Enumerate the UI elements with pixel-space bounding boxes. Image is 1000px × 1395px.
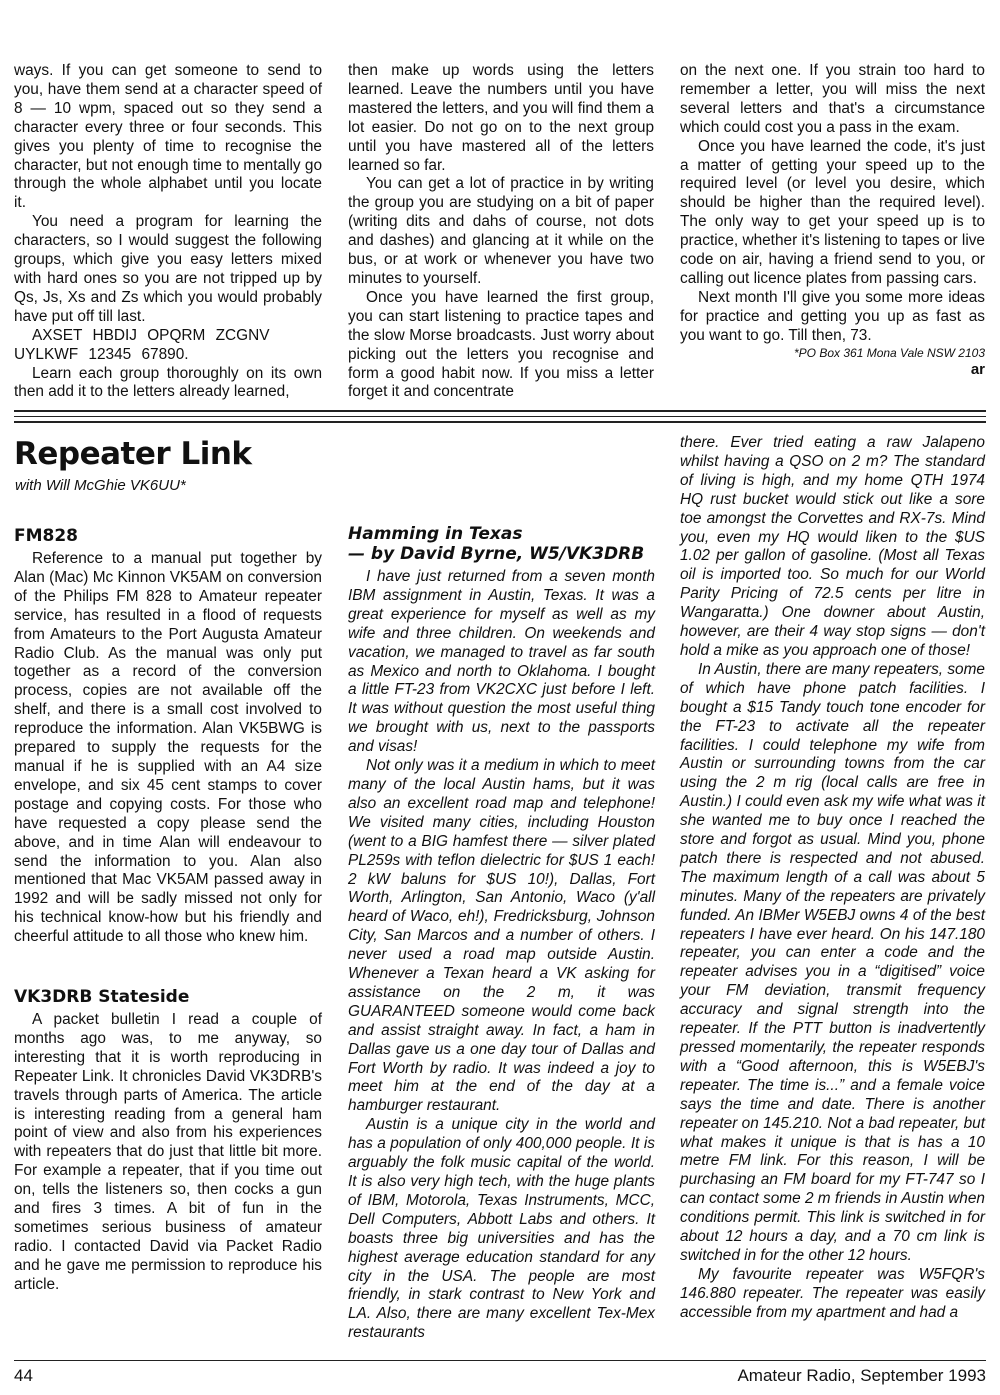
paragraph: In Austin, there are many repeaters, some of which have phone patch facilities. I bought a $15 Tandy touch tone encoder for the FT-23 to activate all the repeater facilities. I could telephone my wife from Austin or surrounding towns from the car using the 2 m rig (local calls are free in Austin.) I could even ask my wife what was it she wanted me to buy once I reached the store and forgot as usual. Mind you, phone patch there is respected and not abused. The maximum length of a call was about 5 minutes. Many of the repeaters are privately funded. An IBMer W5EBJ owns 4 of the best repeaters I have ever heard. On his 147.180 repeater, you can enter a code and the repeater advises you in a “digitised” voice your FM deviation, transmit frequency accuracy and signal strength into the repeater. If the PTT button is inadvertently pressed momentarily, the repeater responds with a “Good afternoon, this is W5EBJ's repeater. The time is...” and a female voice says the time and date. There is another repeater on 145.210. Not a bad repeater, but what makes it unique is that is has a 10 metre FM link. For this reason, I will be purchasing an FM board for my FT-747 so I can contact some 2 m friends in Austin when conditions permit. This link is switched in for about 12 hours a day, and a 70 cm link is switched in for the other 12 hours.: [680, 660, 985, 1264]
section-heading: FM828: [14, 526, 79, 546]
paragraph: Once you have learned the first group, you can start listening to practice tapes and the slow Morse broadcasts. Just worry about picking out the letters you recognise and form a good habit now. If you miss a letter forget it and concentrate: [348, 288, 654, 401]
paragraph: Once you have learned the code, it's just a matter of getting your speed up to the required level (or level you desire, which should be higher than the required level). The only way to get your speed up is to practice, whether it's listening to tapes or live code on air, having a friend send to you, or calling out licence plates from passing cars.: [680, 137, 985, 287]
paragraph: Not only was it a medium in which to meet many of the local Austin hams, but it was also an excellent road map and telephone! We visited many cities, including Houston (went to a BIG hamfest there — silver plated PL259s with teflon dielectric for $US 1 each! 2 kW baluns for $US 10!), Dallas, Fort Worth, Arlington, San Antonio, Waco (y'all heard of Waco, eh!), Fredricksburg, Johnson City, San Marcos and a number of others. I never used a road map outside Austin. Whenever a Texan heard a VK asking for assistance on the 2 m, it was GUARANTEED someone would come back and assist straight away. In fact, a ham in Dallas gave us a one day tour of Dallas and Fort Worth by radio. It was indeed a joy to meet him at the end of the day at a hamburger restaurant.: [348, 757, 655, 1115]
right-column: [680, 434, 985, 1323]
paragraph: Austin is a unique city in the world and has a population of only 400,000 people. It is arguably the folk music capital of the world. It is also very high tech, with the huge plants of IBM, Motorola, Texas Instruments, MCC, Dell Computers, Abbott Labs and others. It boasts three big universities and has the highest average education standard for any city in the USA. The people are most friendly, in stark contrast to New York and LA. Also, there are many excellent Tex-Mex restaurants: [348, 1116, 655, 1342]
footer-rule: [14, 1360, 986, 1361]
paragraph: on the next one. If you strain too hard to remember a letter, you will miss the next several letters and that's a circumstance which could cost you a pass in the exam.: [680, 62, 985, 136]
paragraph: Next month I'll give you some more ideas for practice and getting you up as fast as you want to go. Till then, 73.: [680, 288, 985, 344]
paragraph: Learn each group thoroughly on its own then add it to the letters already learned,: [14, 364, 322, 401]
divider-rule: [14, 416, 986, 417]
end-mark: ar: [970, 360, 985, 378]
paragraph: ways. If you can get someone to send to you, have them send at a character speed of 8 — 10 wpm, spaced out so they send a character every three or four seconds. This gives you plenty of time to recognise the character, but not enough time to mentally go through the whole alphabet until you locate it.: [14, 62, 323, 212]
article-heading: Hamming in Texas: [348, 524, 523, 544]
page-number: 44: [14, 1366, 33, 1385]
paragraph: Reference to a manual put together by Alan (Mac) Mc Kinnon VK5AM on conversion of the Philips FM 828 to Amateur repeater service, has resulted in a flood of requests from Amateurs to the Port Augusta Amateur Radio Club. As the manual was only put together as a record of the conversion process, copies are not available off the shelf, and there is a small cost involved to reproduce the information. Alan VK5BWG is prepared to supply the requests for the manual if he is supplied with an A4 size envelope, and six 45 cent stamps to cover postage and copying costs. For those who have requested a copy please send the above, and in time Alan will endeavour to send the information to you. Alan also mentioned that Mac VK5AM passed away in 1992 and will be sadly missed not only for his technical know-how but his friendly and cheerful attitude to all those who knew him.: [14, 550, 322, 946]
paragraph: there. Ever tried eating a raw Jalapeno whilst having a QSO on 2 m? The standard of living is high, and my home QTH 1974 HQ rust bucket would stick out like a sore toe amongst the Corvettes and RX-7s. Mind you, even my HQ would liken to the $US 1.02 per gallon of gasoline. (Most all Texas oil is imported too. So much for our World Parity Pricing of 72.5 cents per litre in Wangaratta.) One downer about Austin, however, are their 4 way stop signs — don't hold a mike as you approach one of those!: [680, 434, 985, 659]
top-column-1: [14, 62, 322, 402]
article-byline: — by David Byrne, W5/VK3DRB: [348, 544, 645, 564]
paragraph: I have just returned from a seven month IBM assignment in Austin, Texas. It was a great experience for myself as well as my wife and three children. On weekends and vacation, we managed to travel as far south as Mexico and north to Oklahoma. I bought a little FT-23 from VK2CXC just before I left. It was without question the most useful thing we brought with us, next to the passports and visas!: [348, 568, 655, 756]
column-byline: with Will McGhie VK6UU*: [15, 477, 186, 494]
column-title: Repeater Link: [14, 436, 252, 472]
section-heading: VK3DRB Stateside: [14, 987, 190, 1008]
publication-footer: Amateur Radio, September 1993: [737, 1366, 986, 1385]
paragraph: My favourite repeater was W5FQR's 146.880 repeater. The repeater was easily accessible from my apartment and had a: [680, 1265, 985, 1321]
middle-column: [348, 524, 655, 1343]
top-column-3: [680, 62, 985, 379]
author-address: *PO Box 361 Mona Vale NSW 2103: [794, 345, 985, 360]
paragraph: You can get a lot of practice in by writing the group you are studying on a bit of paper (writing dits and dahs of course, not dots and dashes) and glancing at it while on the bus, or at work or whenever you have two minutes to yourself.: [348, 175, 654, 287]
code-groups: AXSET HBDIJ OPQRM ZCGNV UYLKWF 12345 67890.: [14, 326, 270, 363]
left-column: [14, 526, 322, 1295]
divider-rule: [14, 410, 986, 412]
paragraph: then make up words using the letters learned. Leave the numbers until you have mastered the letters, and you will find them a lot easier. Do not go on to the next group until you have mastered all of the letters learned so far.: [348, 62, 654, 174]
divider-rule: [14, 421, 986, 423]
top-column-2: [348, 62, 654, 402]
paragraph: You need a program for learning the characters, so I would suggest the following groups, which give you easy letters mixed with hard ones so you are not tripped up by Qs, Js, Xs and Zs which you would probably have put off till last.: [14, 213, 322, 325]
paragraph: A packet bulletin I read a couple of months ago was, to me anyway, so interesting that it is worth reproducing in Repeater Link. It chronicles David VK3DRB's travels through parts of America. The article is interesting reading from a general ham point of view and also from his experiences with repeaters that do just that little bit more. For example a repeater, that if you time out on, tells the listeners so, then cocks a gun and fires 3 times. A bit of fun in the sometimes serious business of amateur radio. I contacted David via Packet Radio and he gave me permission to reproduce his article.: [14, 1011, 322, 1293]
